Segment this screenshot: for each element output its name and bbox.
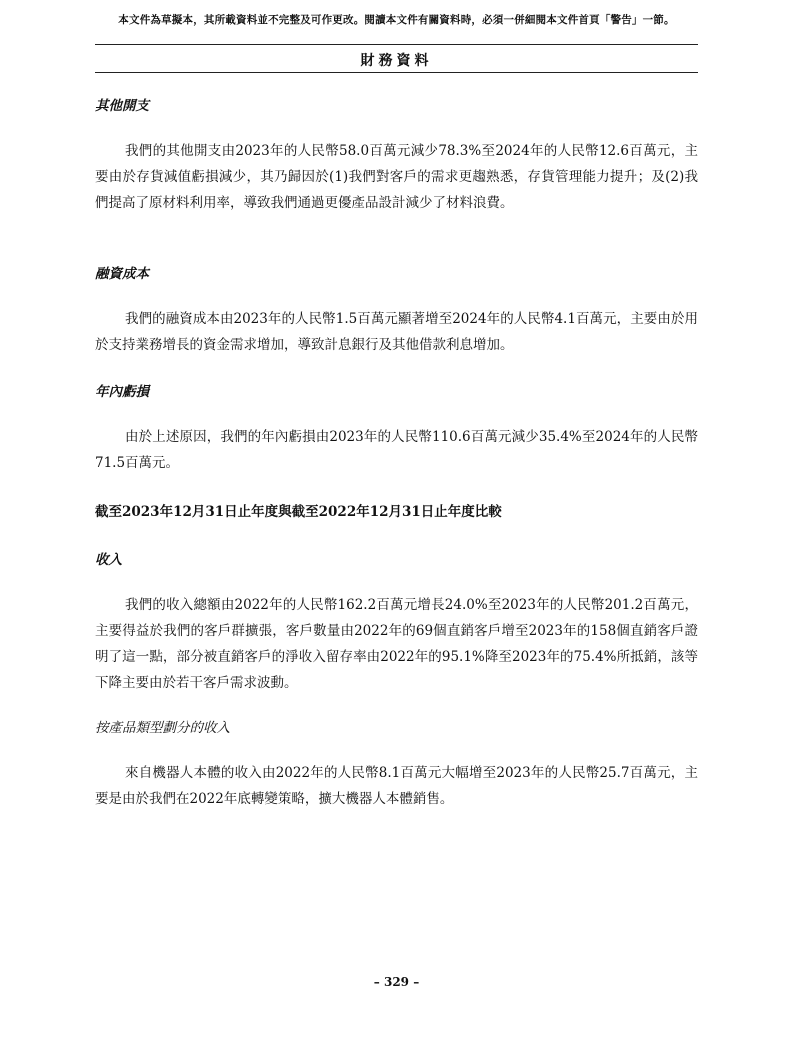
heading-revenue-by-product-type: 按產品類型劃分的收入	[95, 720, 230, 736]
heading-revenue: 收入	[95, 552, 122, 568]
heading-finance-costs: 融資成本	[95, 266, 149, 282]
header-rule-top	[95, 44, 698, 45]
heading-other-expenses: 其他開支	[95, 98, 149, 114]
section-title: 財務資料	[360, 53, 433, 69]
paragraph-revenue: 我們的收入總額由2022年的人民幣162.2百萬元增長24.0%至2023年的人民幣201.2百萬元，主要得益於我們的客戶群擴張，客戶數量由2022年的69個直銷客戶增至2023年的158個直銷客戶證明了這一點，部分被直銷客戶的淨收入留存率由2022年的95.1%降至2023年的75.4%所抵銷，該等下降主要由於若干客戶需求波動。	[95, 597, 698, 691]
paragraph-revenue-by-product-type: 來自機器人本體的收入由2022年的人民幣8.1百萬元大幅增至2023年的人民幣25.7百萬元，主要是由於我們在2022年底轉變策略，擴大機器人本體銷售。	[95, 765, 698, 807]
heading-loss-for-year: 年內虧損	[95, 384, 149, 400]
page-number: – 329 –	[373, 975, 420, 989]
heading-year-comparison: 截至2023年12月31日止年度與截至2022年12月31日止年度比較	[95, 504, 502, 520]
header-rule-bottom	[95, 72, 698, 73]
paragraph-loss-for-year: 由於上述原因，我們的年內虧損由2023年的人民幣110.6百萬元減少35.4%至2024年的人民幣71.5百萬元。	[95, 429, 698, 471]
draft-warning-notice: 本文件為草擬本，其所載資料並不完整及可作更改。閱讀本文件有關資料時，必須一併細閱本文件首頁「警告」一節。	[118, 14, 675, 26]
paragraph-finance-costs: 我們的融資成本由2023年的人民幣1.5百萬元顯著增至2024年的人民幣4.1百萬元，主要由於用於支持業務增長的資金需求增加，導致計息銀行及其他借款利息增加。	[95, 311, 698, 353]
paragraph-other-expenses: 我們的其他開支由2023年的人民幣58.0百萬元減少78.3%至2024年的人民幣12.6百萬元，主要由於存貨減值虧損減少，其乃歸因於(1)我們對客戶的需求更趨熟悉，存貨管理能力提升；及(2)我們提高了原材料利用率，導致我們通過更優產品設計減少了材料浪費。	[95, 143, 698, 211]
